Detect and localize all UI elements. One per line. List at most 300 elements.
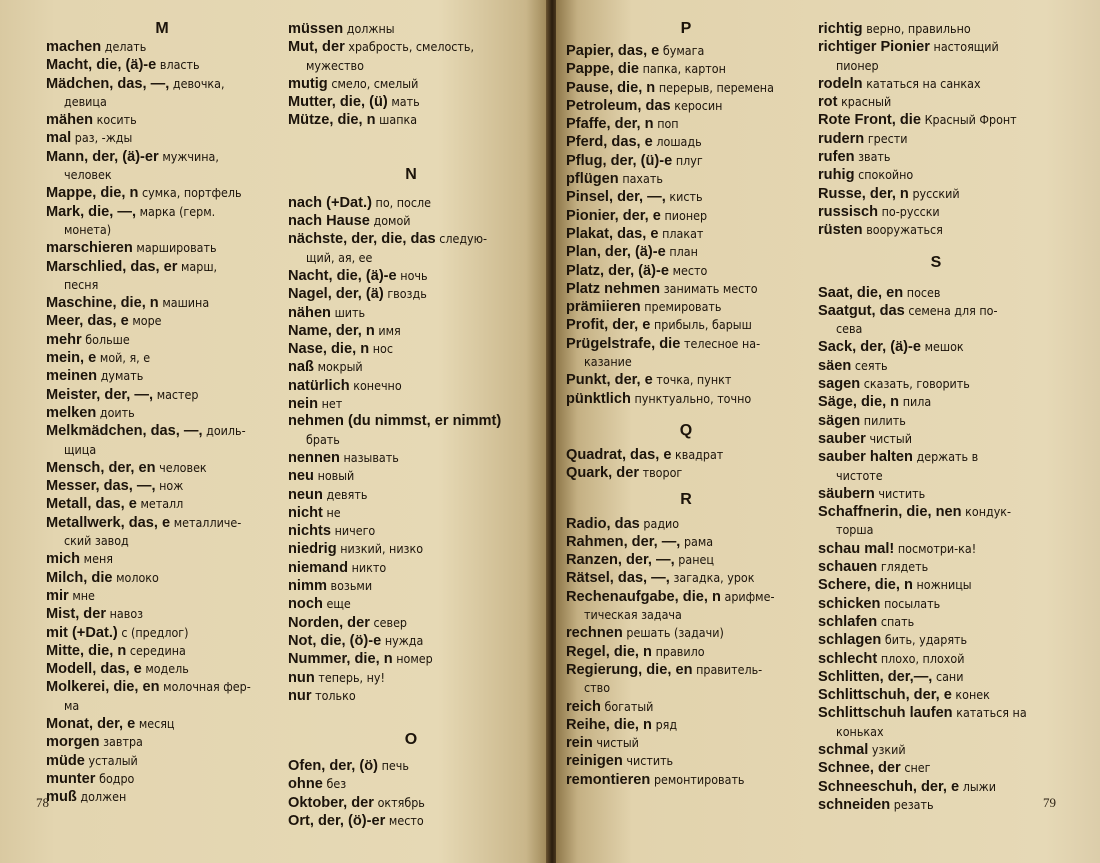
- section-letter-s: S: [930, 253, 942, 271]
- dictionary-entry: [566, 446, 806, 464]
- dictionary-entry: [566, 79, 806, 97]
- dictionary-entry: [566, 588, 806, 606]
- german-word: ohne: [288, 776, 323, 793]
- russian-translation: ранец: [678, 552, 714, 568]
- german-word: nimm: [288, 578, 327, 595]
- dictionary-entry: [46, 733, 278, 751]
- section-spacer: [566, 408, 806, 422]
- german-word: machen: [46, 39, 102, 55]
- russian-translation: домой: [373, 213, 411, 229]
- german-word: Pferd, das, e: [566, 134, 653, 151]
- german-word: mir: [46, 587, 69, 604]
- dictionary-entry: [288, 687, 534, 705]
- russian-translation: молоко: [116, 569, 159, 585]
- entry-continuation: [566, 353, 806, 371]
- russian-translation: должен: [80, 789, 127, 805]
- german-word: Petroleum, das: [566, 97, 671, 114]
- dictionary-entry: [46, 770, 278, 788]
- dictionary-entry: [46, 75, 278, 93]
- russian-translation: радио: [643, 515, 680, 531]
- russian-translation: чистый: [869, 430, 912, 446]
- dictionary-entry: [818, 338, 1054, 356]
- left-page: [0, 0, 548, 863]
- russian-translation: марш,: [181, 258, 218, 274]
- dictionary-entry: [566, 262, 806, 280]
- dictionary-entry: [288, 449, 534, 467]
- russian-translation: человек: [159, 459, 207, 475]
- russian-translation: возьми: [330, 578, 373, 594]
- german-word: marschieren: [46, 240, 133, 257]
- german-word: richtig: [818, 21, 863, 37]
- dictionary-entry: [566, 133, 806, 151]
- german-word: Saatgut, das: [818, 302, 905, 319]
- section-spacer: [288, 130, 534, 166]
- russian-translation: мужество: [306, 57, 364, 73]
- dictionary-entry: [46, 477, 278, 495]
- german-word: mehr: [46, 331, 82, 348]
- dictionary-entry: [288, 486, 534, 504]
- german-word: pünktlich: [566, 390, 631, 407]
- russian-translation: перерыв, перемена: [658, 79, 774, 95]
- russian-translation: середина: [129, 642, 186, 658]
- russian-translation: творог: [642, 465, 683, 481]
- dictionary-entry: [288, 38, 534, 56]
- russian-translation: брать: [306, 431, 340, 447]
- russian-translation: место: [388, 812, 424, 828]
- german-word: noch: [288, 596, 323, 613]
- russian-translation: кисть: [669, 189, 703, 205]
- russian-translation: без: [326, 776, 347, 792]
- russian-translation: ма: [64, 697, 80, 713]
- russian-translation: завтра: [103, 734, 143, 750]
- russian-translation: сказать, говорить: [863, 376, 970, 392]
- german-word: niemand: [288, 559, 349, 576]
- column-1: [46, 20, 278, 806]
- entry-continuation: [46, 93, 278, 111]
- german-word: Rahmen, der, —,: [566, 533, 681, 550]
- russian-translation: меня: [83, 551, 113, 567]
- russian-translation: прибыль, барыш: [653, 317, 752, 333]
- german-word: Radio, das: [566, 515, 640, 532]
- german-word: Nagel, der, (ä): [288, 286, 384, 303]
- russian-translation: косить: [96, 112, 137, 128]
- german-word: säen: [818, 357, 852, 374]
- dictionary-entry: [288, 377, 534, 395]
- dictionary-entry: [46, 258, 278, 276]
- german-word: schlecht: [818, 650, 878, 667]
- russian-translation: печь: [381, 758, 409, 774]
- russian-translation: спокойно: [858, 167, 914, 183]
- dictionary-entry: [46, 38, 278, 56]
- dictionary-entry: [288, 194, 534, 212]
- russian-translation: человек: [64, 167, 112, 183]
- dictionary-entry: [288, 559, 534, 577]
- entry-continuation: [818, 723, 1054, 741]
- german-word: neu: [288, 468, 314, 485]
- german-word: Schneeschuh, der, e: [818, 778, 960, 795]
- russian-translation: рама: [683, 533, 714, 549]
- russian-translation: пахать: [622, 171, 663, 187]
- column-2: [288, 20, 534, 830]
- dictionary-entry: [818, 185, 1054, 203]
- russian-translation: никто: [351, 559, 387, 575]
- dictionary-entry: [46, 624, 278, 642]
- german-word: pflügen: [566, 171, 619, 188]
- dictionary-entry: [818, 704, 1054, 722]
- german-word: mit (+Dat.): [46, 624, 118, 641]
- russian-translation: ночь: [400, 267, 428, 283]
- german-word: Macht, die, (ä)-e: [46, 57, 157, 74]
- german-word: russisch: [818, 203, 879, 220]
- german-word: Rote Front, die: [818, 112, 921, 129]
- german-word: rot: [818, 94, 838, 111]
- russian-translation: девочка,: [172, 75, 225, 91]
- russian-translation: октябрь: [377, 794, 425, 810]
- german-word: Nacht, die, (ä)-e: [288, 267, 397, 284]
- entry-continuation: [288, 249, 534, 267]
- russian-translation: держать в: [916, 449, 979, 465]
- russian-translation: храбрость, смелость,: [348, 39, 474, 55]
- russian-translation: керосин: [674, 97, 723, 113]
- dictionary-entry: [566, 207, 806, 225]
- russian-translation: раз, -жды: [74, 130, 133, 146]
- entry-continuation: [566, 679, 806, 697]
- german-word: Schlittschuh laufen: [818, 705, 953, 722]
- dictionary-entry: [566, 661, 806, 679]
- russian-translation: посев: [906, 284, 941, 300]
- russian-translation: правило: [655, 643, 705, 659]
- dictionary-entry: [818, 111, 1054, 129]
- russian-translation: называть: [343, 449, 399, 465]
- dictionary-entry: [566, 643, 806, 661]
- german-word: nähen: [288, 304, 331, 321]
- russian-translation: вооружаться: [866, 222, 943, 238]
- dictionary-entry: [566, 60, 806, 78]
- dictionary-entry: [46, 386, 278, 404]
- dictionary-entry: [818, 778, 1054, 796]
- russian-translation: пунктуально, точно: [634, 390, 752, 406]
- german-word: Mut, der: [288, 39, 345, 56]
- german-word: schau mal!: [818, 540, 895, 557]
- german-word: Milch, die: [46, 569, 113, 586]
- russian-translation: мой, я, е: [99, 350, 151, 366]
- dictionary-entry: [46, 331, 278, 349]
- dictionary-entry: [566, 225, 806, 243]
- russian-translation: ряд: [655, 716, 678, 732]
- russian-translation: шить: [334, 304, 366, 320]
- russian-translation: ничего: [334, 523, 376, 539]
- dictionary-entry: [566, 716, 806, 734]
- russian-translation: сева: [836, 321, 863, 337]
- russian-translation: план: [669, 244, 698, 260]
- dictionary-entry: [288, 669, 534, 687]
- russian-translation: кататься на санках: [866, 75, 981, 91]
- german-word: Meister, der, —,: [46, 386, 154, 403]
- russian-translation: шапка: [379, 112, 418, 128]
- dictionary-entry: [288, 111, 534, 129]
- russian-translation: сани: [935, 668, 964, 684]
- dictionary-entry: [818, 668, 1054, 686]
- german-word: reinigen: [566, 753, 623, 770]
- russian-translation: пионер: [664, 207, 708, 223]
- dictionary-entry: [46, 752, 278, 770]
- entry-continuation: [46, 697, 278, 715]
- dictionary-entry: [818, 375, 1054, 393]
- dictionary-entry: [46, 294, 278, 312]
- german-word: nun: [288, 669, 315, 686]
- german-word: Reihe, die, n: [566, 716, 652, 733]
- column-4: [818, 20, 1054, 814]
- german-word: reich: [566, 698, 601, 715]
- dictionary-entry: [46, 605, 278, 623]
- column-3: [566, 20, 806, 789]
- russian-translation: спать: [880, 613, 915, 629]
- dictionary-entry: [818, 558, 1054, 576]
- section-letter-o: O: [404, 731, 418, 749]
- dictionary-entry: [566, 115, 806, 133]
- dictionary-entry: [46, 148, 278, 166]
- german-word: Pappe, die: [566, 61, 639, 78]
- entry-continuation: [818, 57, 1054, 75]
- german-word: nichts: [288, 523, 331, 540]
- russian-translation: занимать место: [663, 280, 758, 296]
- dictionary-entry: [288, 504, 534, 522]
- entry-continuation: [288, 431, 534, 449]
- russian-translation: нет: [321, 396, 343, 412]
- german-word: sauber: [818, 430, 866, 447]
- russian-translation: плуг: [675, 152, 703, 168]
- dictionary-entry: [566, 335, 806, 353]
- german-word: Not, die, (ö)-e: [288, 632, 382, 649]
- dictionary-entry: [288, 577, 534, 595]
- dictionary-entry: [46, 660, 278, 678]
- russian-translation: пионер: [836, 57, 879, 73]
- german-word: nennen: [288, 449, 340, 466]
- russian-translation: мать: [391, 94, 420, 110]
- russian-translation: тическая задача: [584, 607, 682, 623]
- german-word: nehmen (du nimmst, er nimmt): [288, 413, 502, 430]
- german-word: schicken: [818, 595, 881, 612]
- dictionary-entry: [818, 93, 1054, 111]
- german-word: natürlich: [288, 377, 350, 394]
- dictionary-entry: [288, 595, 534, 613]
- dictionary-entry: [566, 752, 806, 770]
- dictionary-entry: [818, 38, 1054, 56]
- russian-translation: бодро: [99, 770, 135, 786]
- german-word: Quadrat, das, e: [566, 446, 672, 463]
- entry-continuation: [46, 276, 278, 294]
- russian-translation: посылать: [884, 595, 941, 611]
- dictionary-entry: [818, 302, 1054, 320]
- russian-translation: казание: [584, 354, 632, 370]
- german-word: nicht: [288, 504, 323, 521]
- dictionary-entry: [46, 367, 278, 385]
- dictionary-entry: [566, 551, 806, 569]
- german-word: Schaffnerin, die, nen: [818, 504, 962, 521]
- german-word: nächste, der, die, das: [288, 231, 436, 248]
- russian-translation: имя: [378, 322, 401, 338]
- russian-translation: марка (герм.: [139, 203, 216, 219]
- german-word: rechnen: [566, 625, 623, 642]
- russian-translation: папка, картон: [642, 61, 726, 77]
- russian-translation: верно, правильно: [866, 21, 971, 36]
- german-word: Russe, der, n: [818, 185, 909, 202]
- russian-translation: песня: [64, 276, 99, 292]
- german-word: Platz, der, (ä)-e: [566, 262, 669, 279]
- russian-translation: монета): [64, 221, 112, 237]
- dictionary-entry: [288, 20, 534, 38]
- german-word: Plan, der, (ä)-e: [566, 244, 666, 261]
- russian-translation: смело, смелый: [331, 75, 419, 91]
- dictionary-entry: [818, 595, 1054, 613]
- german-word: Mutter, die, (ü): [288, 94, 388, 111]
- german-word: Ranzen, der, —,: [566, 552, 675, 569]
- dictionary-entry: [46, 312, 278, 330]
- dictionary-entry: [46, 184, 278, 202]
- german-word: muß: [46, 789, 77, 806]
- dictionary-entry: [46, 569, 278, 587]
- german-word: rodeln: [818, 75, 863, 92]
- dictionary-entry: [818, 203, 1054, 221]
- german-word: nach (+Dat.): [288, 194, 372, 211]
- german-word: säubern: [818, 485, 875, 502]
- dictionary-entry: [566, 624, 806, 642]
- german-word: mich: [46, 551, 81, 568]
- russian-translation: правитель-: [696, 661, 763, 677]
- entry-continuation: [46, 532, 278, 550]
- german-word: Marschlied, das, er: [46, 258, 178, 275]
- dictionary-entry: [818, 148, 1054, 166]
- russian-translation: мужчина,: [162, 148, 219, 164]
- dictionary-entry: [566, 188, 806, 206]
- german-word: Mädchen, das, —,: [46, 75, 170, 92]
- dictionary-entry: [288, 794, 534, 812]
- russian-translation: мне: [72, 587, 95, 603]
- german-word: Ort, der, (ö)-er: [288, 812, 386, 829]
- section-spacer: [288, 184, 534, 194]
- dictionary-entry: [566, 390, 806, 408]
- german-word: Metallwerk, das, e: [46, 514, 171, 531]
- german-word: neun: [288, 486, 323, 503]
- dictionary-entry: [818, 485, 1054, 503]
- russian-translation: коньках: [836, 723, 884, 739]
- german-word: Schlitten, der,—,: [818, 668, 933, 685]
- dictionary-entry: [46, 642, 278, 660]
- russian-translation: ство: [584, 680, 611, 696]
- section-letter-r: R: [680, 490, 692, 508]
- german-word: meinen: [46, 368, 98, 385]
- dictionary-entry: [288, 540, 534, 558]
- section-letter-m: M: [155, 20, 169, 37]
- russian-translation: только: [315, 687, 356, 703]
- russian-translation: месяц: [138, 715, 175, 731]
- german-word: Saat, die, en: [818, 284, 904, 301]
- dictionary-entry: [818, 166, 1054, 184]
- russian-translation: сумка, портфель: [142, 185, 242, 201]
- russian-translation: звать: [858, 149, 891, 165]
- russian-translation: узкий: [871, 741, 906, 757]
- russian-translation: не: [326, 504, 341, 520]
- russian-translation: бить, ударять: [884, 632, 968, 648]
- dictionary-entry: [818, 221, 1054, 239]
- german-word: Sack, der, (ä)-e: [818, 339, 922, 356]
- russian-translation: нож: [159, 478, 184, 494]
- russian-translation: думать: [100, 368, 144, 384]
- russian-translation: красный: [841, 94, 892, 110]
- dictionary-entry: [46, 349, 278, 367]
- dictionary-entry: [46, 129, 278, 147]
- dictionary-entry: [818, 412, 1054, 430]
- dictionary-entry: [288, 522, 534, 540]
- dictionary-entry: [288, 632, 534, 650]
- german-word: Modell, das, e: [46, 661, 142, 678]
- russian-translation: больше: [85, 331, 130, 347]
- dictionary-entry: [46, 404, 278, 422]
- german-word: munter: [46, 770, 96, 787]
- dictionary-entry: [46, 678, 278, 696]
- russian-translation: семена для по-: [908, 302, 998, 318]
- russian-translation: сеять: [854, 357, 888, 373]
- german-word: Schlittschuh, der, e: [818, 687, 952, 704]
- german-word: Pionier, der, e: [566, 207, 661, 224]
- dictionary-entry: [46, 422, 278, 440]
- dictionary-entry: [46, 715, 278, 733]
- russian-translation: следую-: [439, 231, 488, 247]
- russian-translation: ский завод: [64, 533, 129, 549]
- russian-translation: по-русски: [881, 203, 940, 219]
- german-word: mutig: [288, 75, 328, 92]
- dictionary-entry: [46, 788, 278, 806]
- entry-continuation: [818, 467, 1054, 485]
- german-word: Molkerei, die, en: [46, 679, 160, 696]
- russian-translation: молочная фер-: [163, 679, 251, 695]
- dictionary-entry: [46, 203, 278, 221]
- german-word: Meer, das, e: [46, 313, 129, 330]
- dictionary-entry: [288, 650, 534, 668]
- dictionary-entry: [566, 280, 806, 298]
- dictionary-entry: [566, 734, 806, 752]
- russian-translation: место: [672, 262, 708, 278]
- german-word: Monat, der, e: [46, 715, 136, 732]
- russian-translation: власть: [159, 57, 200, 73]
- german-word: niedrig: [288, 541, 337, 558]
- dictionary-entry: [566, 569, 806, 587]
- russian-translation: грести: [867, 130, 908, 146]
- russian-translation: ремонтировать: [653, 771, 745, 787]
- section-letter-n: N: [405, 165, 417, 183]
- german-word: ruhig: [818, 167, 855, 184]
- page-number-left: 78: [36, 795, 49, 810]
- dictionary-entry: [566, 771, 806, 789]
- dictionary-entry: [288, 358, 534, 376]
- german-word: Pflug, der, (ü)-e: [566, 152, 673, 169]
- german-word: Rätsel, das, —,: [566, 570, 670, 587]
- entry-continuation: [46, 441, 278, 459]
- entry-continuation: [288, 57, 534, 75]
- dictionary-entry: [46, 56, 278, 74]
- russian-translation: плохо, плохой: [880, 650, 965, 666]
- russian-translation: квадрат: [675, 446, 724, 462]
- dictionary-entry: [288, 230, 534, 248]
- german-word: Norden, der: [288, 614, 370, 631]
- german-word: Mann, der, (ä)-er: [46, 148, 159, 165]
- dictionary-entry: [818, 284, 1054, 302]
- russian-translation: конечно: [353, 377, 402, 393]
- german-word: müssen: [288, 21, 344, 37]
- russian-translation: нос: [372, 341, 393, 357]
- russian-translation: мастер: [156, 386, 199, 402]
- german-word: Nase, die, n: [288, 341, 370, 358]
